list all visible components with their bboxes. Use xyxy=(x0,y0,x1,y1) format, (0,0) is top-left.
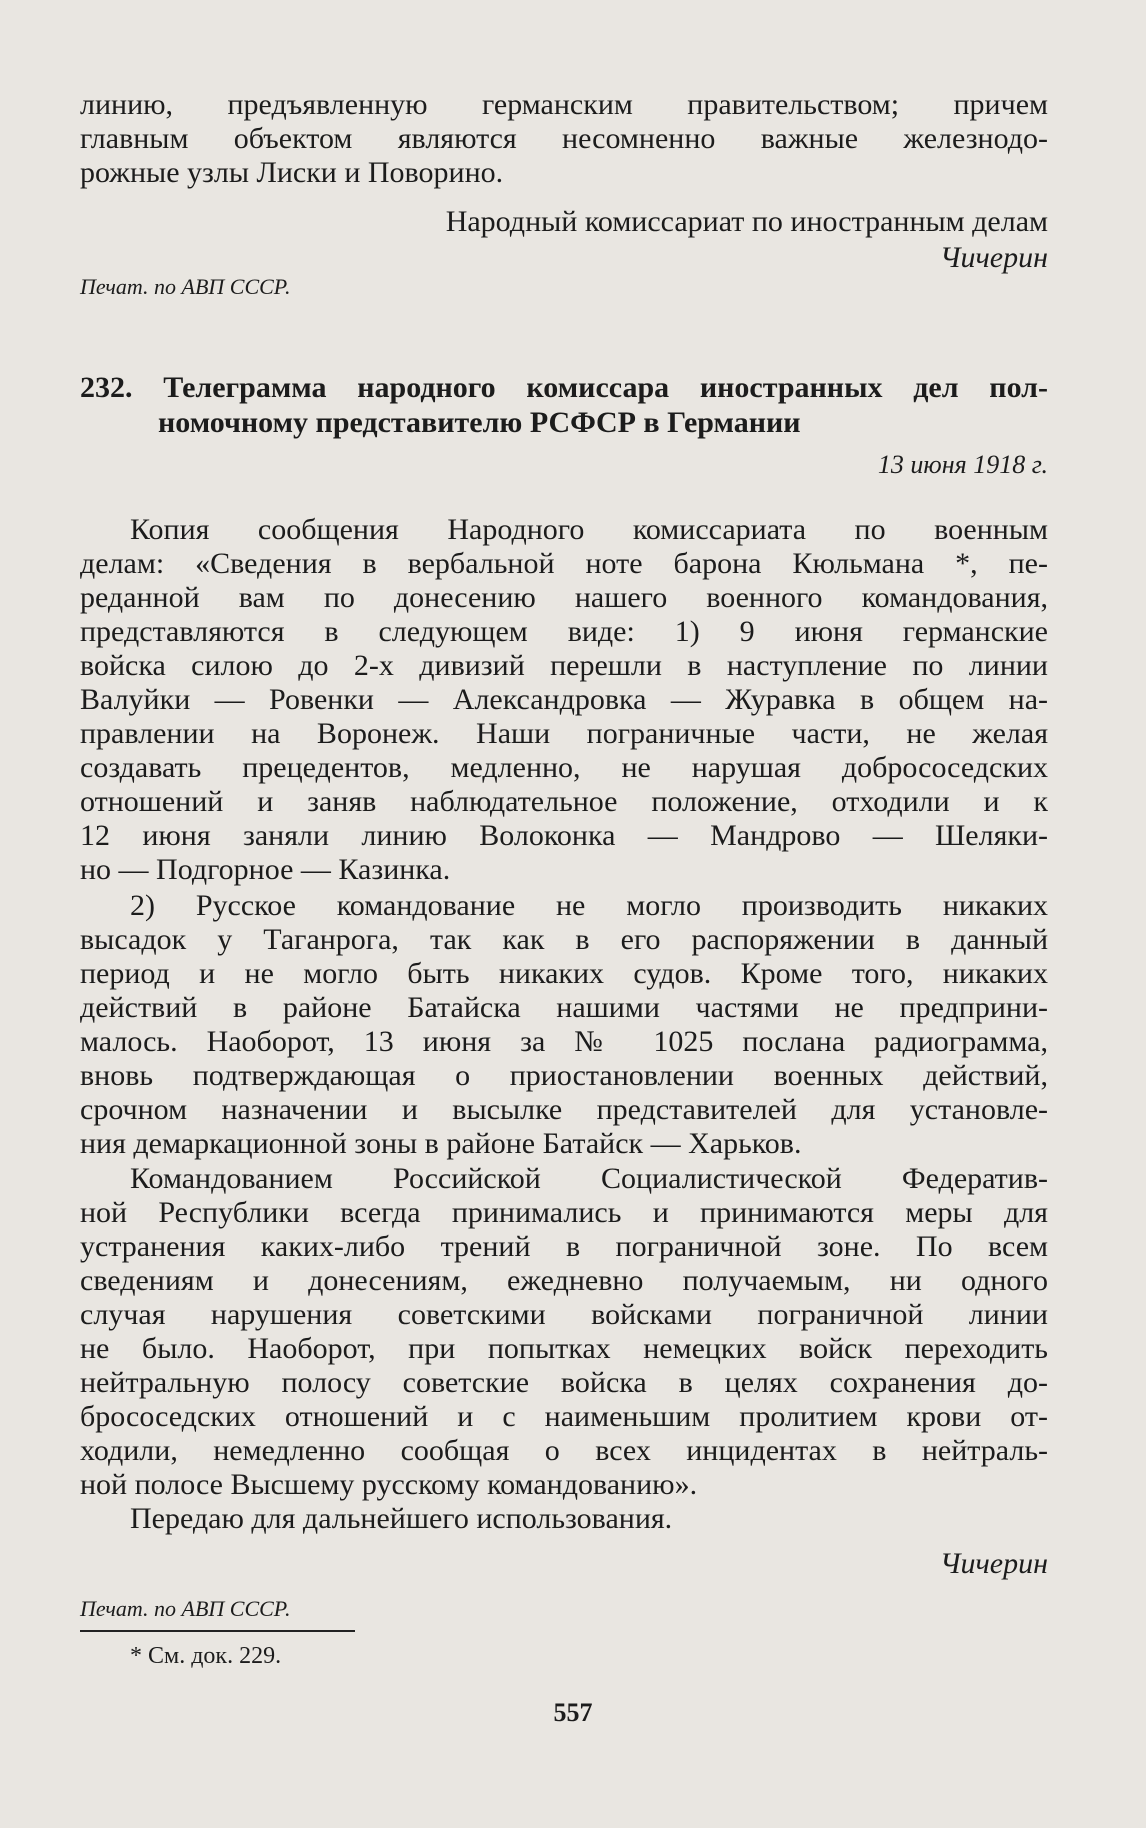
text-line: случая нарушения советскими войсками пограничной линии xyxy=(80,1298,1048,1331)
text-line: но — Подгорное — Казинка. xyxy=(80,853,451,886)
footnote: * См. док. 229. xyxy=(130,1643,282,1669)
sender-block xyxy=(80,205,1048,277)
document-signature xyxy=(80,1545,1048,1583)
text-line: отношений и заняв наблюдательное положение, отходили и к xyxy=(80,785,1048,818)
text-line: действий в районе Батайска нашими частями не предприни- xyxy=(80,991,1048,1024)
source-note-text: Печат. по АВП СССР. xyxy=(80,274,291,299)
footnote-rule xyxy=(80,1630,355,1632)
text-line: не было. Наоборот, при попытках немецких войск переходить xyxy=(80,1332,1048,1365)
text-line: высадок у Таганрога, так как в его распоряжении в данный xyxy=(80,923,1048,956)
text-line: срочном назначении и высылке представителей для установле- xyxy=(80,1093,1048,1126)
signature: Чичерин xyxy=(939,1547,1048,1580)
text-line: ходили, немедленно сообщая о всех инцидентах в нейтраль- xyxy=(80,1434,1048,1467)
previous-document-ending xyxy=(80,88,1048,190)
text-line: рожные узлы Лиски и Поворино. xyxy=(80,156,504,189)
document-heading xyxy=(80,370,1048,440)
text-line: сведениям и донесениям, ежедневно получаемым, ни одного xyxy=(80,1264,1048,1297)
sender-name: Народный комиссариат по иностранным делам xyxy=(445,205,1048,238)
text-line: главным объектом являются несомненно важные железнодо- xyxy=(80,122,1048,155)
paragraph-2 xyxy=(80,889,1048,1161)
text-line: реданной вам по донесению нашего военного командования, xyxy=(80,581,1048,614)
heading-line: 232. Телеграмма народного комиссара иностранных дел пол- xyxy=(80,371,1048,404)
text-line: Передаю для дальнейшего использования. xyxy=(130,1502,673,1535)
text-line: правлении на Воронеж. Наши пограничные части, не желая xyxy=(80,717,1048,750)
text-line: устранения каких-либо трений в пограничной зоне. По всем xyxy=(80,1230,1048,1263)
text-line: вновь подтверждающая о приостановлении военных действий, xyxy=(80,1059,1048,1092)
text-line: ной полосе Высшему русскому командованию». xyxy=(80,1468,698,1501)
text-line: Копия сообщения Народного комиссариата по военным xyxy=(130,513,1048,546)
date-text: 13 июня 1918 г. xyxy=(877,450,1048,479)
text-line: 12 июня заняли линию Волоконка — Мандрово — Шеляки- xyxy=(80,819,1048,852)
paragraph-3 xyxy=(80,1162,1048,1502)
text-line: Валуйки — Ровенки — Александровка — Журавка в общем на- xyxy=(80,683,1048,716)
source-note xyxy=(80,274,1048,300)
page-number: 557 xyxy=(553,1698,593,1727)
text-line: 2) Русское командование не могло производить никаких xyxy=(130,889,1048,922)
document-date xyxy=(80,450,1048,480)
text-line: нейтральную полосу советские войска в целях сохранения до- xyxy=(80,1366,1048,1399)
text-line: линию, предъявленную германским правительством; причем xyxy=(80,88,1048,121)
text-line: создавать прецедентов, медленно, не нарушая добрососедских xyxy=(80,751,1048,784)
text-line: представляются в следующем виде: 1) 9 июня германские xyxy=(80,615,1048,648)
heading-line: номочному представителю РСФСР в Германии xyxy=(158,406,801,439)
text-line: период и не могло быть никаких судов. Кроме того, никаких xyxy=(80,957,1048,990)
text-line: ной Республики всегда принимались и принимаются меры для xyxy=(80,1196,1048,1229)
text-line: Командованием Российской Социалистической Федератив- xyxy=(130,1162,1048,1195)
signature: Чичерин xyxy=(939,241,1048,274)
document-source-note xyxy=(80,1596,1048,1622)
text-line: войска силою до 2-х дивизий перешли в наступление по линии xyxy=(80,649,1048,682)
text-line: делам: «Сведения в вербальной ноте барона Кюльмана *, пе- xyxy=(80,547,1048,580)
paragraph-4 xyxy=(80,1502,1048,1536)
source-note-text: Печат. по АВП СССР. xyxy=(80,1596,291,1621)
text-line: ния демаркационной зоны в районе Батайск — Харьков. xyxy=(80,1127,802,1160)
text-line: малось. Наоборот, 13 июня за № 1025 послана радиограмма, xyxy=(80,1025,1048,1058)
paragraph-1 xyxy=(80,513,1048,887)
text-line: брососедских отношений и с наименьшим пролитием крови от- xyxy=(80,1400,1048,1433)
